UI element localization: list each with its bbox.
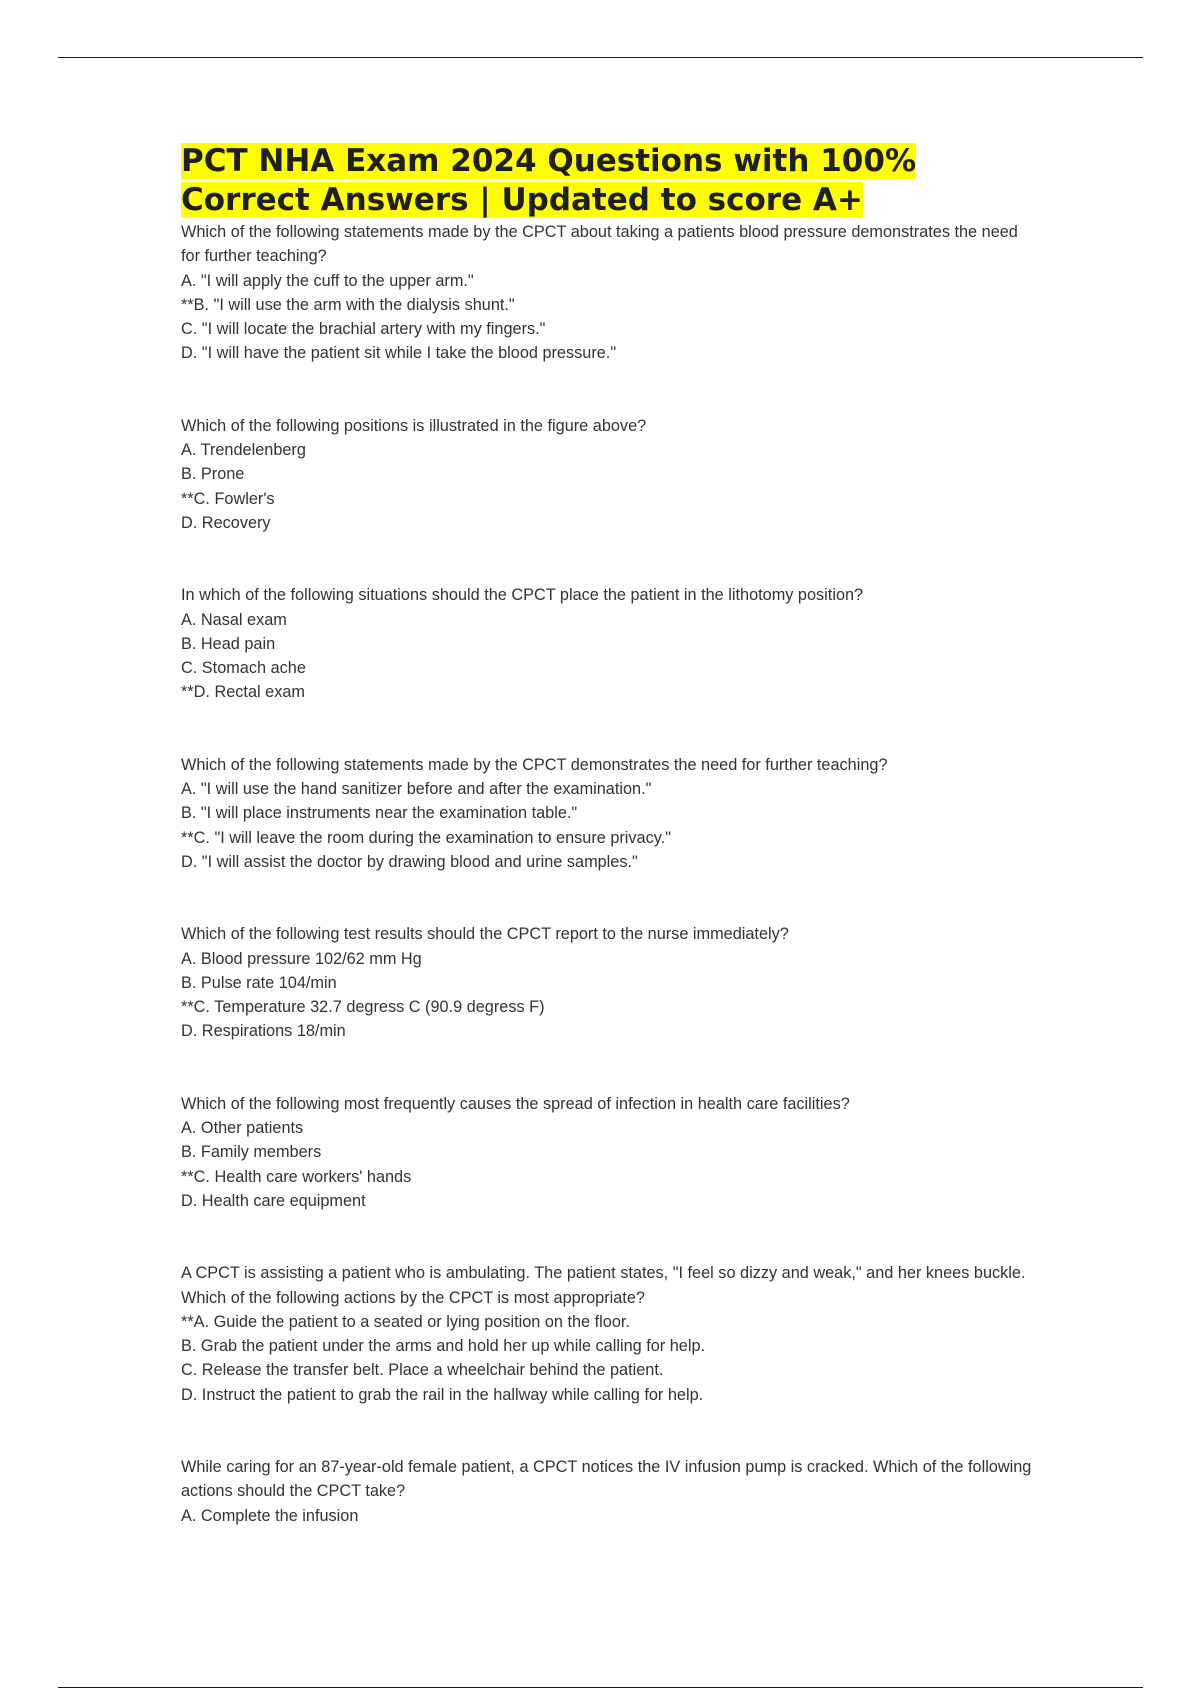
- answer-option: A. "I will apply the cuff to the upper arm.": [181, 271, 474, 290]
- answer-option: C. Stomach ache: [181, 659, 306, 678]
- answer-option: A. Blood pressure 102/62 mm Hg: [181, 949, 422, 968]
- page-top-rule: [58, 57, 1143, 58]
- question-1: [181, 220, 1041, 366]
- answer-option: D. Health care equipment: [181, 1191, 366, 1210]
- answer-option: B. Pulse rate 104/min: [181, 973, 337, 992]
- answer-option-correct: **C. Health care workers' hands: [181, 1167, 412, 1186]
- answer-option-correct: **C. Temperature 32.7 degress C (90.9 degress F): [181, 998, 545, 1017]
- answer-option: A. Other patients: [181, 1119, 304, 1138]
- question-text: In which of the following situations should the CPCT place the patient in the lithotomy position?: [181, 586, 864, 605]
- answer-option: B. Grab the patient under the arms and hold her up while calling for help.: [181, 1337, 706, 1356]
- answer-option: D. "I will have the patient sit while I take the blood pressure.": [181, 344, 617, 363]
- document-title: [181, 142, 1041, 220]
- answer-option: D. Respirations 18/min: [181, 1022, 346, 1041]
- answer-option: D. "I will assist the doctor by drawing blood and urine samples.": [181, 852, 638, 871]
- answer-option: A. Complete the infusion: [181, 1506, 359, 1525]
- question-4: [181, 753, 1041, 874]
- answer-option: B. Head pain: [181, 634, 276, 653]
- answer-option: B. Family members: [181, 1143, 322, 1162]
- title-line-2: Correct Answers | Updated to score A+: [181, 182, 863, 218]
- question-6: [181, 1092, 1041, 1213]
- answer-option: A. Trendelenberg: [181, 441, 306, 460]
- answer-option-correct: **C. Fowler's: [181, 489, 275, 508]
- question-text: Which of the following positions is illustrated in the figure above?: [181, 416, 647, 435]
- answer-option-correct: **C. "I will leave the room during the examination to ensure privacy.": [181, 828, 671, 847]
- answer-option: D. Recovery: [181, 513, 271, 532]
- question-8: [181, 1455, 1041, 1528]
- answer-option: B. Prone: [181, 465, 245, 484]
- question-text: A CPCT is assisting a patient who is ambulating. The patient states, "I feel so dizzy and weak," and her knees buckle. Which of the following actions by the CPCT is most appropriate?: [181, 1264, 1026, 1307]
- title-line-1: PCT NHA Exam 2024 Questions with 100%: [181, 143, 917, 179]
- question-2: [181, 414, 1041, 535]
- answer-option-correct: **D. Rectal exam: [181, 683, 305, 702]
- question-text: While caring for an 87-year-old female patient, a CPCT notices the IV infusion pump is cracked. Which of the following actions should the CPCT take?: [181, 1457, 1032, 1501]
- answer-option: C. "I will locate the brachial artery with my fingers.": [181, 320, 546, 339]
- document-body: [181, 142, 1041, 1528]
- answer-option: B. "I will place instruments near the examination table.": [181, 804, 578, 823]
- answer-option-correct: **B. "I will use the arm with the dialysis shunt.": [181, 295, 515, 314]
- answer-option: A. "I will use the hand sanitizer before and after the examination.": [181, 780, 652, 799]
- answer-option: C. Release the transfer belt. Place a wheelchair behind the patient.: [181, 1361, 664, 1380]
- answer-option: A. Nasal exam: [181, 610, 287, 629]
- answer-option: D. Instruct the patient to grab the rail in the hallway while calling for help.: [181, 1385, 704, 1404]
- question-text: Which of the following statements made by the CPCT demonstrates the need for further teaching?: [181, 755, 888, 774]
- question-text: Which of the following test results should the CPCT report to the nurse immediately?: [181, 925, 789, 944]
- question-text: Which of the following most frequently causes the spread of infection in health care facilities?: [181, 1094, 850, 1113]
- question-3: [181, 583, 1041, 704]
- question-text: Which of the following statements made by the CPCT about taking a patients blood pressure demonstrates the need for further teaching?: [181, 223, 1018, 266]
- page-bottom-rule: [58, 1687, 1143, 1688]
- question-5: [181, 922, 1041, 1043]
- question-7: [181, 1261, 1041, 1407]
- answer-option-correct: **A. Guide the patient to a seated or lying position on the floor.: [181, 1312, 630, 1331]
